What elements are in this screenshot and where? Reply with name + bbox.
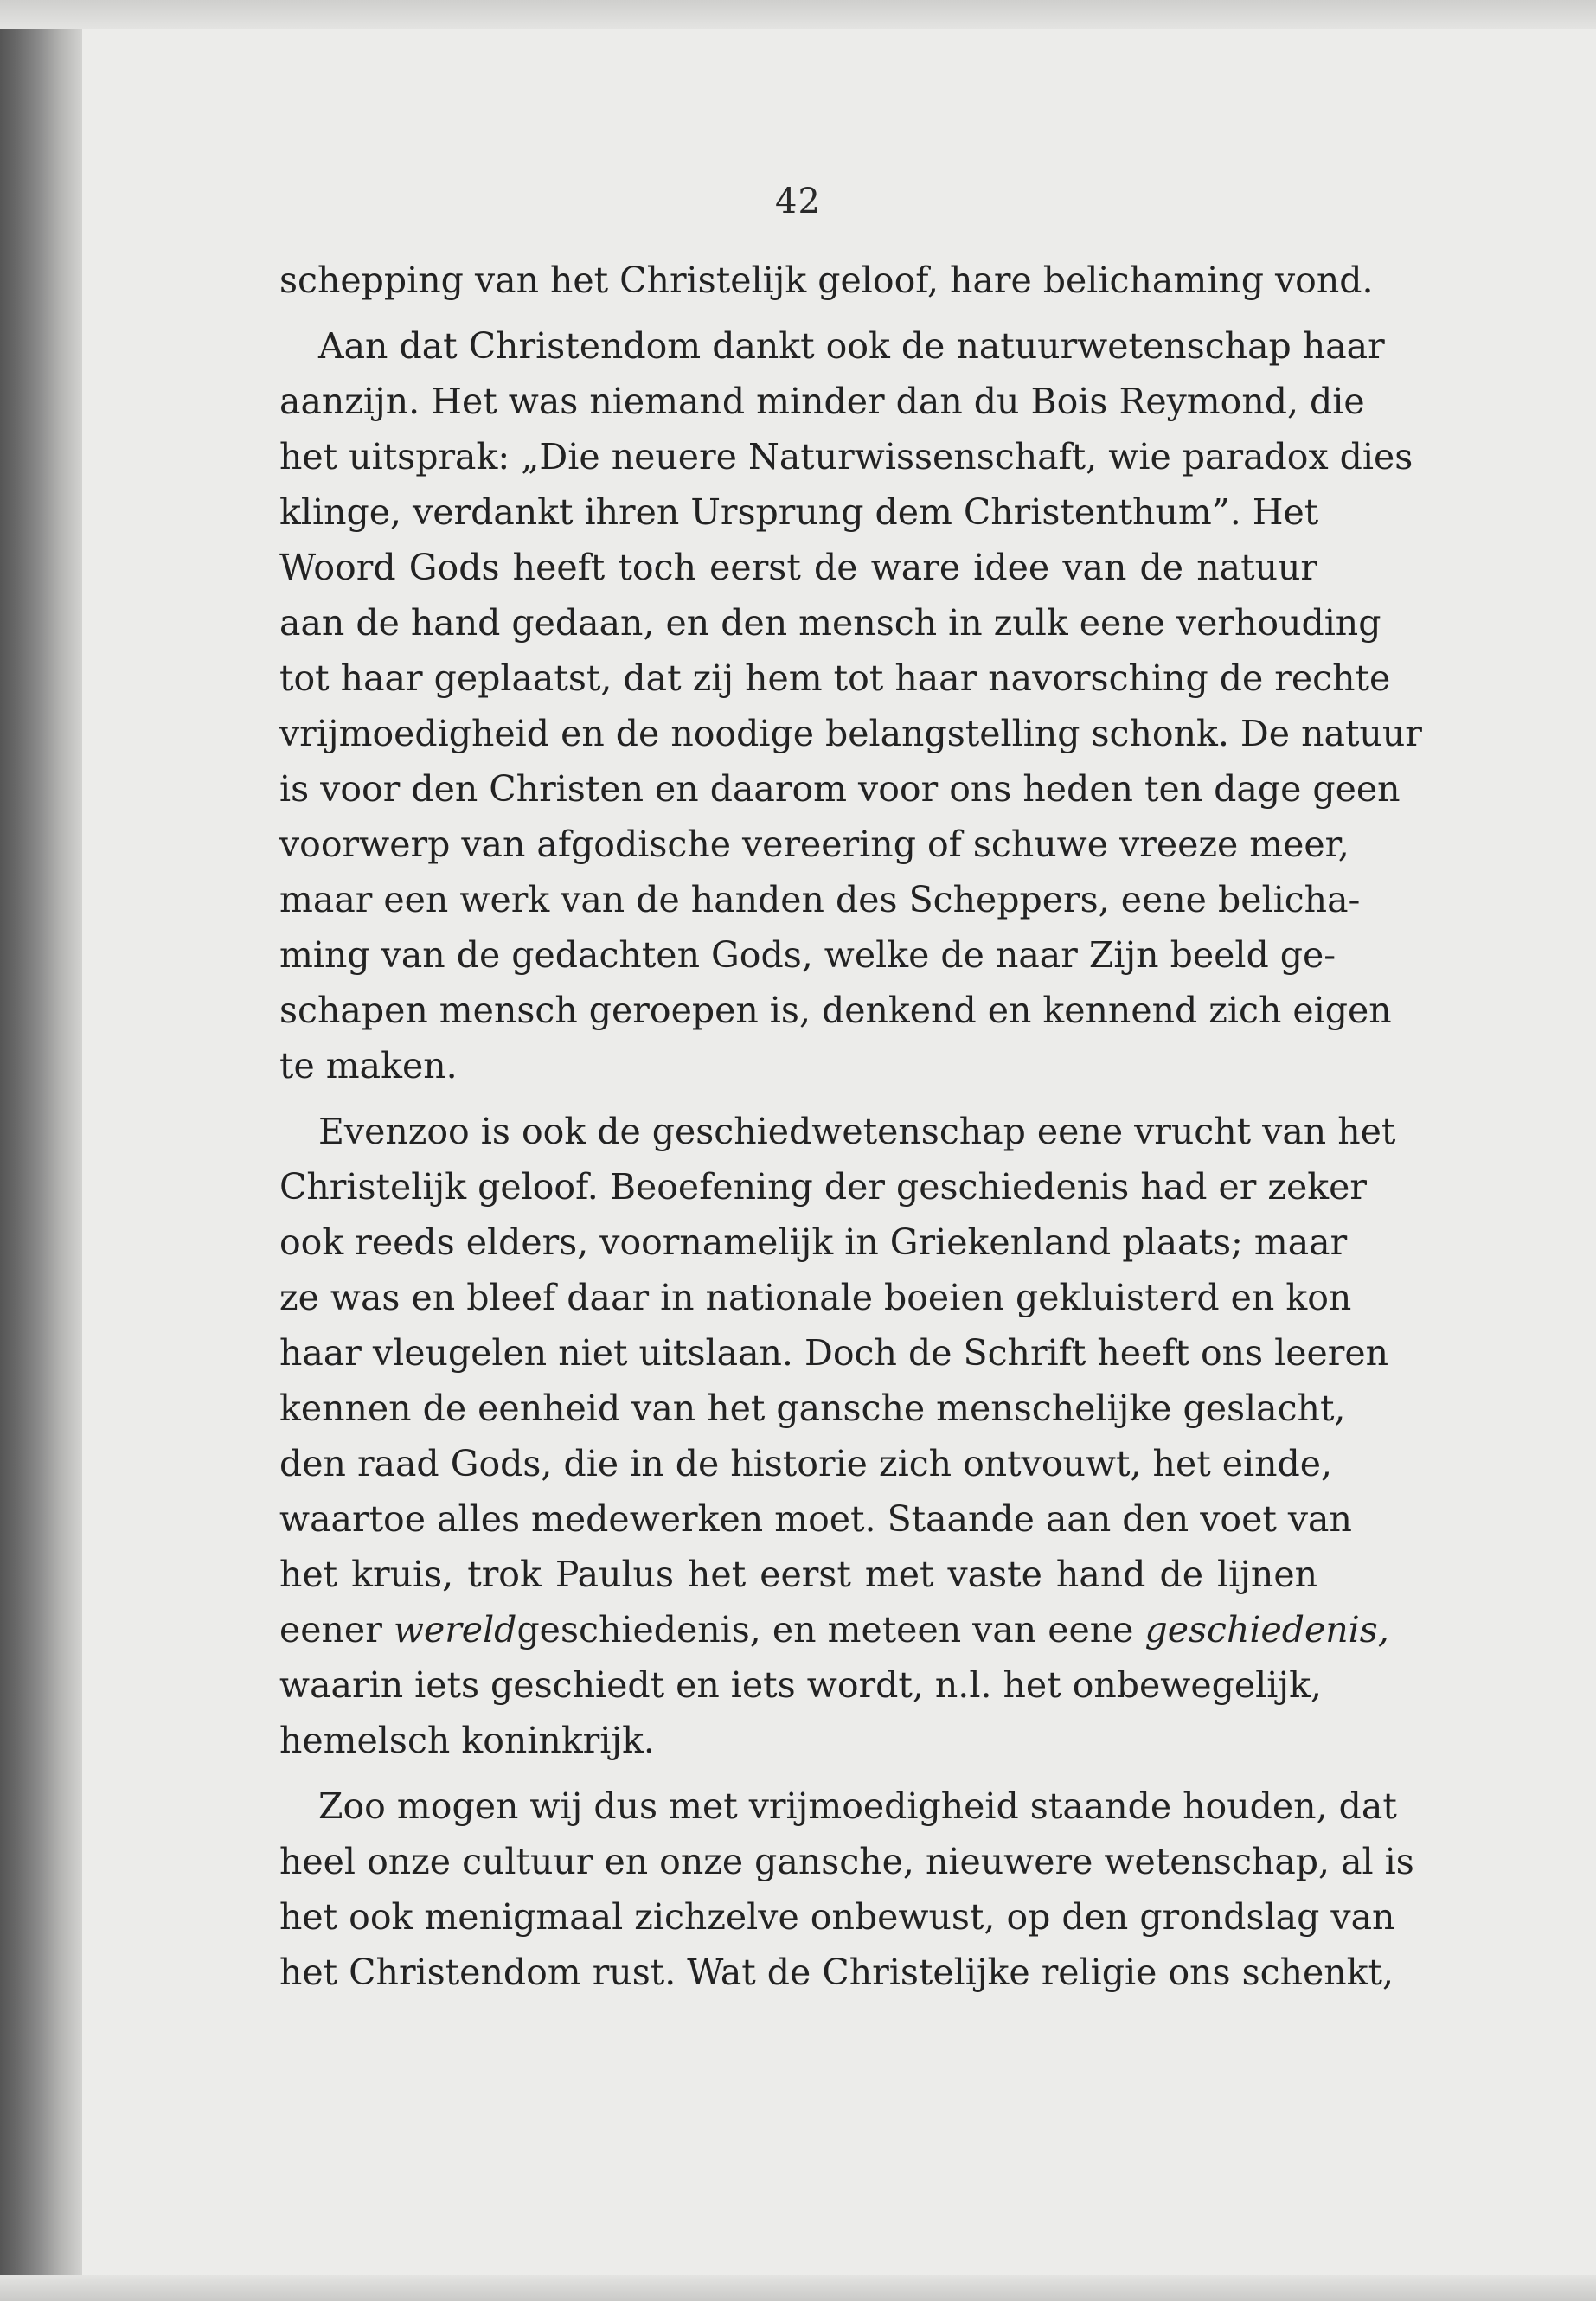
text-line: aanzijn. Het was niemand minder dan du Bois Reymond, die (279, 381, 1365, 422)
text-line: waarin iets geschiedt en iets wordt, n.l. het onbewegelijk, (279, 1664, 1322, 1706)
text-line: ze was en bleef daar in nationale boeien gekluisterd en kon (279, 1277, 1352, 1318)
text-line: waartoe alles medewerken moet. Staande aan den voet van (279, 1498, 1352, 1540)
page-number: 42 (775, 182, 821, 221)
text-line: het uitsprak: „Die neuere Naturwissenschaft, wie paradox dies (279, 436, 1413, 478)
text-line: te maken. (279, 1045, 458, 1086)
body-text (279, 253, 1422, 2000)
text-line: vrijmoedigheid en de noodige belangstelling schonk. De natuur (279, 713, 1422, 754)
text-line: den raad Gods, die in de historie zich ontvouwt, het einde, (279, 1443, 1333, 1484)
scan-shadow-left (0, 0, 82, 2301)
text-line: het kruis, trok Paulus het eerst met vaste hand de lijnen (279, 1554, 1317, 1595)
paragraph (279, 253, 1374, 308)
text-line: haar vleugelen niet uitslaan. Doch de Schrift heeft ons leeren (279, 1332, 1389, 1374)
text-line: ming van de gedachten Gods, welke de naar Zijn beeld ge- (279, 934, 1336, 976)
paragraph (279, 318, 1422, 1093)
text-line: tot haar geplaatst, dat zij hem tot haar navorsching de rechte (279, 657, 1391, 699)
text-fragment: geschiedenis, en meteen van eene (516, 1609, 1134, 1650)
text-line: Aan dat Christendom dankt ook de natuurwetenschap haar (318, 325, 1385, 367)
text-line-with-italics (279, 1602, 1389, 1657)
text-line: het ook menigmaal zichzelve onbewust, op den grondslag van (279, 1896, 1395, 1938)
text-line: klinge, verdankt ihren Ursprung dem Christenthum”. Het (279, 491, 1319, 533)
text-line: is voor den Christen en daarom voor ons heden ten dage geen (279, 768, 1401, 810)
text-line: Evenzoo is ook de geschiedwetenschap eene vrucht van het (318, 1111, 1396, 1152)
scan-shadow-top (0, 0, 1596, 29)
text-line: ook reeds elders, voornamelijk in Griekenland plaats; maar (279, 1221, 1348, 1263)
text-line: schepping van het Christelijk geloof, hare belichaming vond. (279, 260, 1374, 301)
text-line: maar een werk van de handen des Scheppers, eene belicha- (279, 879, 1361, 920)
text-line: het Christendom rust. Wat de Christelijke religie ons schenkt, (279, 1952, 1394, 1993)
paragraph (279, 1779, 1414, 2000)
text-line: schapen mensch geroepen is, denkend en kennend zich eigen (279, 990, 1392, 1031)
text-line: aan de hand gedaan, en den mensch in zulk eene verhouding (279, 602, 1381, 644)
text-line: Christelijk geloof. Beoefening der geschiedenis had er zeker (279, 1166, 1367, 1208)
scan-shadow-bottom (0, 2275, 1596, 2301)
text-line: voorwerp van afgodische vereering of schuwe vreeze meer, (279, 824, 1349, 865)
italic-word: wereld (393, 1609, 517, 1650)
paragraph (279, 1104, 1396, 1768)
text-line: kennen de eenheid van het gansche menschelijke geslacht, (279, 1388, 1346, 1429)
text-line: hemelsch koninkrijk. (279, 1720, 655, 1761)
text-line: heel onze cultuur en onze gansche, nieuwere wetenschap, al is (279, 1841, 1414, 1882)
text-line: Zoo mogen wij dus met vrijmoedigheid staande houden, dat (318, 1785, 1397, 1827)
italic-word: geschiedenis, (1144, 1609, 1389, 1650)
text-fragment: eener (279, 1609, 382, 1650)
text-line: Woord Gods heeft toch eerst de ware idee van de natuur (279, 547, 1317, 588)
